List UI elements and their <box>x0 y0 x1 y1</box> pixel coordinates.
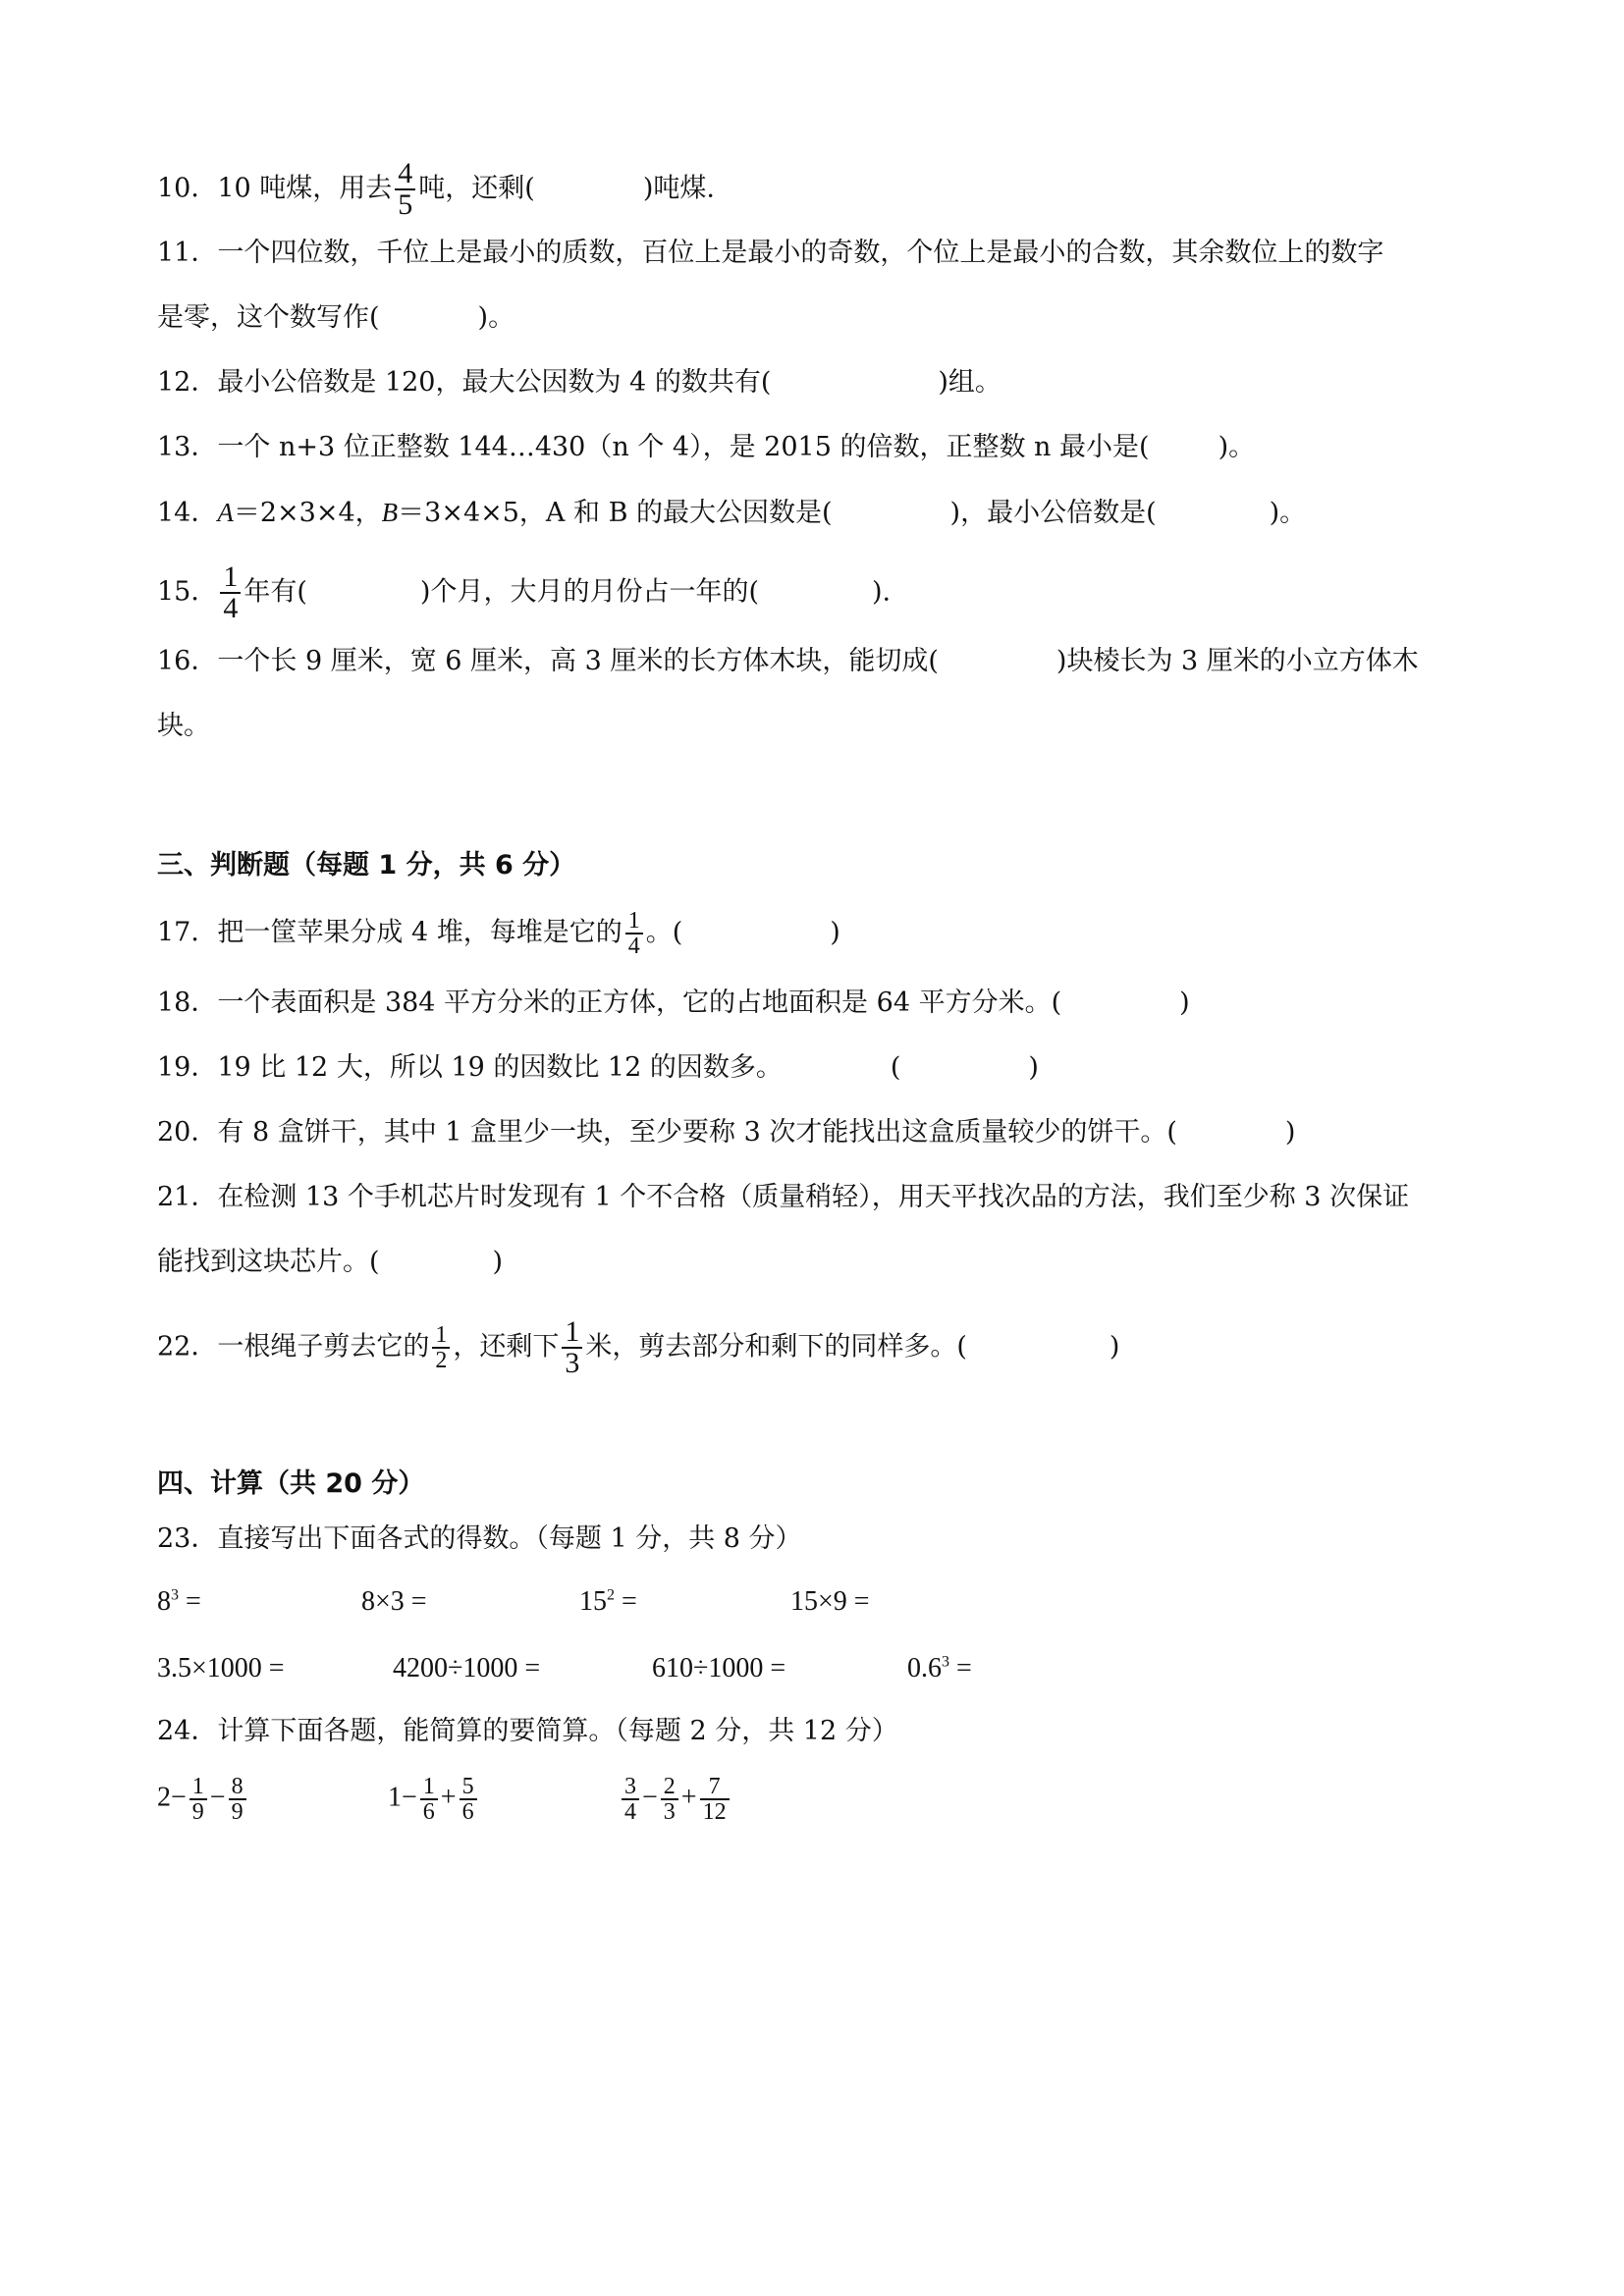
q22-f1-num: 1 <box>435 1322 448 1348</box>
calc4-text: 15×9 = <box>790 1586 870 1617</box>
expr3-f1-den: 4 <box>622 1798 639 1824</box>
q15-frac-den: 4 <box>220 592 241 623</box>
expr3-f2-den: 3 <box>661 1798 678 1824</box>
q17-open: 。( <box>645 917 683 948</box>
q14-b-expr: ＝3×4×5，A 和 B 的最大公因数是( <box>398 498 833 528</box>
q22-f2-den: 3 <box>562 1347 582 1378</box>
section-3-heading <box>157 846 575 885</box>
q22-fraction-2 <box>562 1317 582 1378</box>
question-20 <box>157 1113 1295 1152</box>
question-15 <box>157 562 891 623</box>
q14-a-expr: ＝2×3×4， <box>233 498 382 528</box>
expr1-f2-num: 8 <box>231 1774 244 1799</box>
expr1-frac1 <box>189 1775 207 1824</box>
q16-text-b: )块棱长为 3 厘米的小立方体木 <box>1056 646 1419 676</box>
expr2-frac2 <box>460 1775 477 1824</box>
q16-text-line2: 块。 <box>157 711 210 741</box>
q15-end: ). <box>871 576 892 608</box>
expr3-f2-num: 2 <box>663 1774 676 1799</box>
expr2-f2-den: 6 <box>460 1798 477 1824</box>
calc-15-squared <box>579 1582 637 1622</box>
calc5-text: 3.5×1000 = <box>157 1653 285 1683</box>
expr1-f1-den: 9 <box>189 1798 207 1824</box>
calc1-eq: = <box>179 1586 201 1617</box>
expression-1 <box>157 1775 249 1824</box>
q14-var-b: B <box>381 498 399 527</box>
q10-fraction <box>395 159 415 220</box>
q17-frac-den: 4 <box>625 933 643 958</box>
q17-frac-num: 1 <box>627 908 640 934</box>
calc-3.5x1000 <box>157 1649 285 1688</box>
expr1-op: − <box>209 1782 226 1813</box>
question-23 <box>157 1520 802 1559</box>
q11-text-line2: 是零，这个数写作( <box>157 302 380 333</box>
question-22 <box>157 1317 1119 1378</box>
question-16-line2 <box>157 707 210 746</box>
q24-text: 24．计算下面各题，能简算的要简算。（每题 2 分，共 12 分） <box>157 1716 898 1746</box>
q10-suffix: )吨煤. <box>642 173 715 204</box>
calc8-eq: = <box>949 1653 972 1683</box>
question-11-line1 <box>157 234 1383 273</box>
expr1-lead: 2− <box>157 1782 187 1813</box>
calc3-base: 15 <box>579 1586 607 1617</box>
q12-text: 12．最小公倍数是 120，最大公因数为 4 的数共有( <box>157 367 772 398</box>
q17-fraction <box>625 909 643 958</box>
section-4-title: 四、计算（共 20 分） <box>157 1468 425 1499</box>
expr3-frac2 <box>661 1775 678 1824</box>
question-14 <box>157 493 1306 533</box>
q19-open: ( <box>890 1052 901 1083</box>
q10-frac-den: 5 <box>395 188 415 220</box>
q10-frac-num: 4 <box>398 157 413 189</box>
q13-end: )。 <box>1218 432 1256 462</box>
question-16-line1 <box>157 642 1419 681</box>
q22-fraction-1 <box>432 1323 450 1372</box>
q21-text-line2: 能找到这块芯片。( <box>157 1247 380 1277</box>
q15-number: 15． <box>157 576 218 608</box>
q22-text-a: 22．一根绳子剪去它的 <box>157 1331 430 1362</box>
q19-text: 19．19 比 12 大，所以 19 的因数比 12 的因数多。 <box>157 1052 783 1083</box>
question-17 <box>157 909 840 958</box>
q18-close: ) <box>1179 988 1190 1018</box>
question-24 <box>157 1712 898 1751</box>
question-12 <box>157 363 1001 402</box>
calc3-eq: = <box>615 1586 637 1617</box>
calc6-text: 4200÷1000 = <box>393 1653 541 1683</box>
q11-end: )。 <box>477 302 515 333</box>
expr2-frac1 <box>420 1775 438 1824</box>
calc-4200div1000 <box>393 1649 540 1688</box>
q13-text: 13．一个 n+3 位正整数 144…430（n 个 4），是 2015 的倍数，正整数 n 最小是( <box>157 432 1150 462</box>
q17-text: 17．把一筐苹果分成 4 堆，每堆是它的 <box>157 917 623 948</box>
q20-close: ) <box>1284 1117 1296 1148</box>
q14-number: 14． <box>157 498 218 528</box>
expr3-f3-num: 7 <box>708 1774 721 1799</box>
section-4-heading <box>157 1465 424 1504</box>
calc3-exp: 2 <box>607 1586 615 1604</box>
q22-f2-num: 1 <box>565 1315 580 1348</box>
q15-text-b: )个月，大月的月份占一年的( <box>419 576 759 608</box>
question-11-line2 <box>157 298 514 338</box>
expr2-f1-den: 6 <box>420 1798 438 1824</box>
calc-8x3 <box>361 1582 427 1622</box>
calc8-base: 0.6 <box>907 1653 942 1683</box>
expr2-f2-num: 5 <box>461 1774 474 1799</box>
q23-text: 23．直接写出下面各式的得数。（每题 1 分，共 8 分） <box>157 1523 802 1554</box>
calc7-text: 610÷1000 = <box>652 1653 786 1683</box>
calc-0.6-cubed <box>907 1649 972 1688</box>
question-21-line2 <box>157 1243 503 1282</box>
q14-var-a: A <box>217 498 234 527</box>
q20-text: 20．有 8 盒饼干，其中 1 盒里少一块，至少要称 3 次才能找出这盒质量较少的饼干。( <box>157 1117 1177 1148</box>
calc1-base: 8 <box>157 1586 171 1617</box>
q15-fraction <box>220 562 241 623</box>
q18-text: 18．一个表面积是 384 平方分米的正方体，它的占地面积是 64 平方分米。( <box>157 988 1062 1018</box>
expr1-f1-num: 1 <box>191 1774 204 1799</box>
expr3-op1: − <box>642 1782 658 1813</box>
q15-frac-num: 1 <box>223 561 239 593</box>
expr2-op: + <box>440 1782 457 1813</box>
q10-prefix: 10．10 吨煤，用去 <box>157 173 393 204</box>
question-18 <box>157 984 1190 1023</box>
calc-15x9 <box>790 1582 870 1622</box>
q11-text-line1: 11．一个四位数，千位上是最小的质数，百位上是最小的奇数，个位上是最小的合数，其余数位上的数字 <box>157 238 1384 268</box>
calc-8-cubed <box>157 1582 201 1622</box>
q21-text-line1: 21．在检测 13 个手机芯片时发现有 1 个不合格（质量稍轻），用天平找次品的方法，我们至少称 3 次保证 <box>157 1182 1410 1212</box>
expr3-f3-den: 12 <box>700 1798 730 1824</box>
expression-2 <box>388 1775 480 1824</box>
expr3-op2: + <box>680 1782 697 1813</box>
q12-end: )组。 <box>938 367 1001 398</box>
q14-end: )。 <box>1269 498 1307 528</box>
expr3-f1-num: 3 <box>624 1774 636 1799</box>
calc2-text: 8×3 = <box>361 1586 427 1617</box>
expr3-frac3 <box>700 1775 730 1824</box>
expr1-f2-den: 9 <box>229 1798 246 1824</box>
q22-close: ) <box>1109 1331 1120 1362</box>
expr2-f1-num: 1 <box>422 1774 435 1799</box>
q10-mid: 吨，还剩( <box>418 173 535 204</box>
expr1-frac2 <box>229 1775 246 1824</box>
question-10 <box>157 159 715 220</box>
calc1-exp: 3 <box>171 1586 179 1604</box>
q16-text-a: 16．一个长 9 厘米，宽 6 厘米，高 3 厘米的长方体木块，能切成( <box>157 646 939 676</box>
q19-close: ) <box>1028 1052 1039 1083</box>
expr2-lead: 1− <box>388 1782 417 1813</box>
q22-f1-den: 2 <box>432 1347 450 1372</box>
question-13 <box>157 428 1255 467</box>
q22-text-b: ，还剩下 <box>453 1331 560 1362</box>
q17-close: ) <box>830 917 840 948</box>
q14-mid: )，最小公倍数是( <box>949 498 1157 528</box>
expr3-frac1 <box>622 1775 639 1824</box>
section-3-title: 三、判断题（每题 1 分，共 6 分） <box>157 850 576 881</box>
q15-text-a: 年有( <box>244 576 307 608</box>
calc-610div1000 <box>652 1649 785 1688</box>
question-21-line1 <box>157 1178 1409 1217</box>
calc8-exp: 3 <box>942 1653 949 1671</box>
expression-3 <box>619 1775 732 1824</box>
q22-text-c: 米，剪去部分和剩下的同样多。( <box>585 1331 967 1362</box>
q21-close: ) <box>492 1247 504 1277</box>
question-19 <box>157 1048 1039 1088</box>
